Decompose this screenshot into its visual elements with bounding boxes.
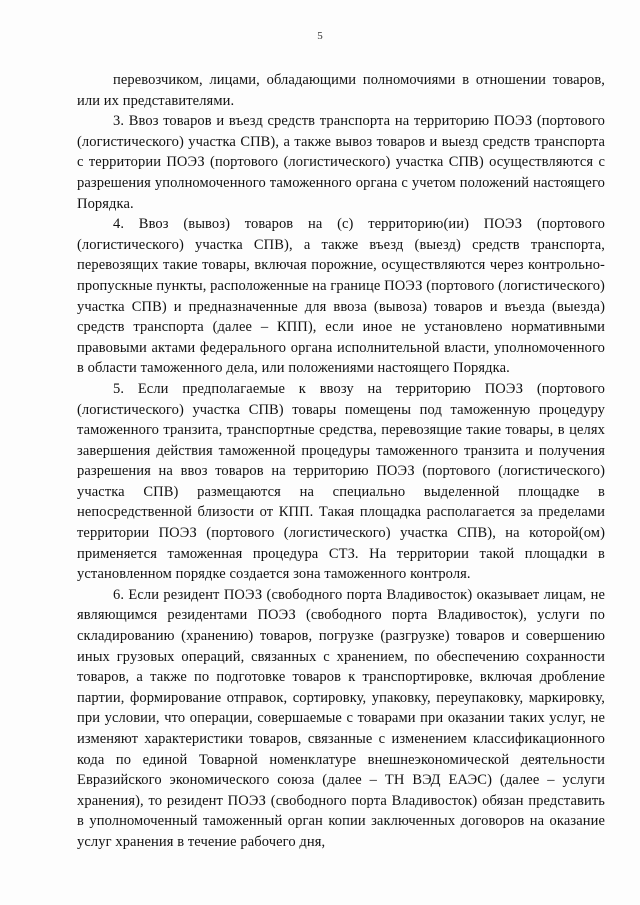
paragraph-3: 3. Ввоз товаров и въезд средств транспорта на территорию ПОЭЗ (портового (логистического) участка СПВ), а также вывоз товаров и выезд средств транспорта с территории ПОЭЗ (портового (логистического) участка СПВ) осуществляются с разрешения уполномоченного таможенного органа с учетом положений настоящего Порядка. [77,113,605,212]
paragraph-6: 6. Если резидент ПОЭЗ (свободного порта Владивосток) оказывает лицам, не являющимся резидентами ПОЭЗ (свободного порта Владивосток), услуги по складированию (хранению) товаров, погрузке (разгрузке) товаров и совершению иных грузовых операций, связанных с хранением, по обеспечению сохранности товаров, а также по подготовке товаров к транспортировке, включая дробление партии, формирование отправок, сортировку, упаковку, переупаковку, маркировку, при условии, что операции, совершаемые с товарами при оказании таких услуг, не изменяют характеристики товаров, связанные с изменением классификационного кода по единой Товарной номенклатуре внешнеэкономической деятельности Евразийского экономического союза (далее – ТН ВЭД ЕАЭС) (далее – услуги хранения), то резидент ПОЭЗ (свободного порта Владивосток) обязан представить в уполномоченный таможенный орган копии заключенных договоров на оказание услуг хранения в течение рабочего дня, [77,586,605,850]
paragraph-5: 5. Если предполагаемые к ввозу на территорию ПОЭЗ (портового (логистического) участка СПВ) товары помещены под таможенную процедуру таможенного транзита, транспортные средства, перевозящие такие товары, в целях завершения действия таможенной процедуры таможенного транзита и получения разрешения на ввоз товаров на территорию ПОЭЗ (портового (логистического) участка СПВ) размещаются на специально выделенной площадке в непосредственной близости от КПП. Такая площадка располагается за пределами территории ПОЭЗ (портового (логистического) участка СПВ), на которой(ом) применяется таможенная процедура СТЗ. На территории такой площадки в установленном порядке создается зона таможенного контроля. [77,380,605,583]
page-number: 5 [317,30,323,42]
paragraph-4: 4. Ввоз (вывоз) товаров на (с) территорию(ии) ПОЭЗ (портового (логистического) участка СПВ), а также въезд (выезд) средств транспорта, перевозящих такие товары, включая порожние, осуществляются через контрольно-пропускные пункты, расположенные на границе ПОЭЗ (портового (логистического) участка СПВ) и предназначенные для ввоза (вывоза) товаров и въезда (выезда) средств транспорта (далее – КПП), если иное не установлено нормативными правовыми актами федерального органа исполнительной власти, уполномоченного в области таможенного дела, или положениями настоящего Порядка. [77,216,605,377]
document-body [77,70,605,853]
paragraph-continuation: перевозчиком, лицами, обладающими полномочиями в отношении товаров, или их представителями. [77,72,605,109]
